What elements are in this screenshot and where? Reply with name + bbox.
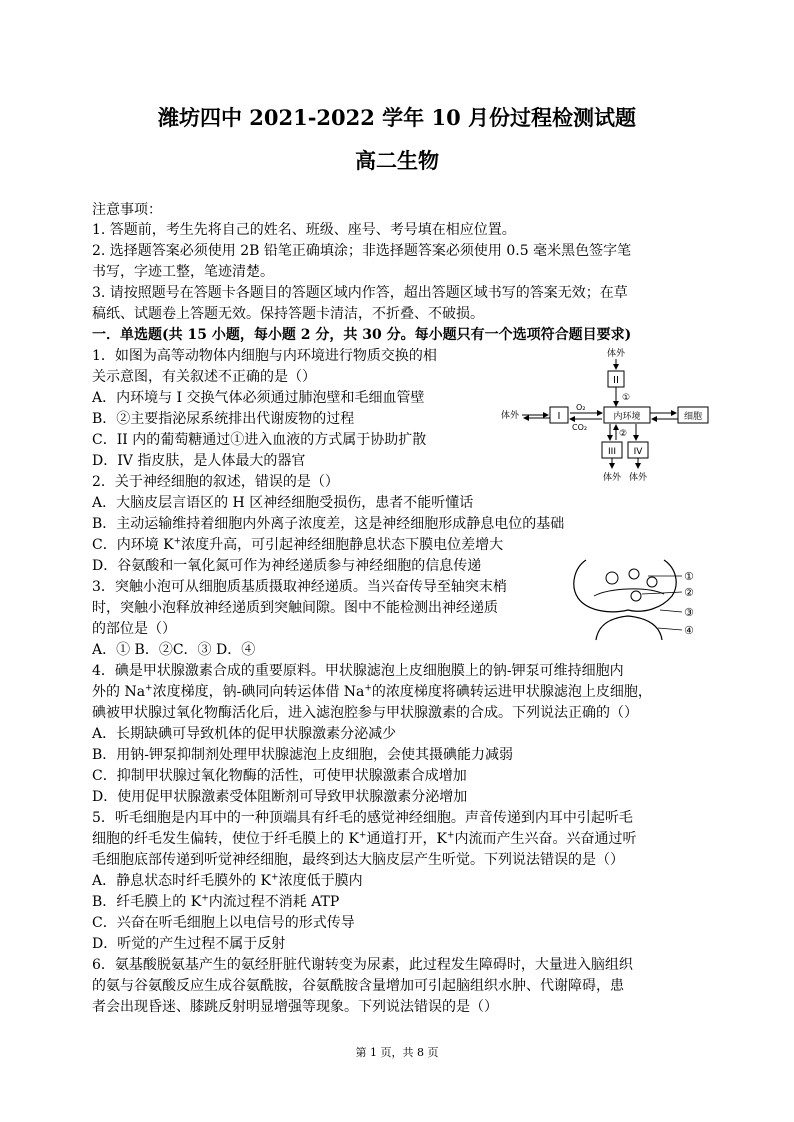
page-footer: 第 1 页，共 8 页 [355, 1046, 439, 1059]
q5-line-3: 毛细胞底部传递到听觉神经细胞，最终到达大脑皮层产生听觉。下列说法错误的是（） [92, 852, 624, 868]
q3-stem-b: 时，突触小泡释放神经递质到突触间隙。图中不能检测出神经递质 [92, 600, 498, 616]
q3-options: A．① B．②C．③ D．④ [92, 642, 256, 658]
q1-outside-top: 体外 [606, 349, 626, 359]
q5-option-a: A．静息状态时纤毛膜外的 K+浓度低于膜内 [92, 872, 363, 889]
q4-line-1: 4．碘是甲状腺激素合成的重要原料。甲状腺滤泡上皮细胞膜上的钠-钾泵可维持细胞内 [92, 663, 624, 679]
q1-label-cell: 细胞 [683, 412, 703, 422]
q3-label-3: ③ [684, 606, 694, 619]
notice-item-2b: 书写，字迹工整，笔迹清楚。 [92, 264, 274, 280]
q4-option-c: C．抑制甲状腺过氧化物酶的活性，可使甲状腺激素合成增加 [92, 768, 467, 784]
q1-circle-1: ① [622, 393, 631, 403]
section-heading: 一．单选题(共 15 小题，每小题 2 分，共 30 分。每小题只有一个选项符合题目要求) [92, 327, 632, 343]
q3-label-1: ① [684, 570, 694, 583]
q1-diagram [498, 344, 728, 486]
q2-option-d: D．谷氨酸和一氧化氮可作为神经递质参与神经细胞的信息传递 [92, 558, 482, 574]
q3-synapse-diagram [568, 556, 708, 642]
q1-outside-left: 体外 [500, 411, 520, 421]
q2-stem: 2．关于神经细胞的叙述，错误的是（） [92, 474, 339, 490]
q6-line-1: 6．氨基酸脱氨基产生的氨经肝脏代谢转变为尿素，此过程发生障碍时，大量进入脑组织 [92, 957, 633, 973]
exam-title: 潍坊四中 2021-2022 学年 10 月份过程检测试题 [157, 105, 637, 130]
q3-stem-c: 的部位是（） [92, 621, 176, 637]
q1-stem-a: 1．如图为高等动物体内细胞与内环境进行物质交换的相 [92, 348, 437, 364]
q4-option-a: A．长期缺碘可导致机体的促甲状腺激素分泌减少 [92, 726, 397, 742]
q1-option-a: A．内环境与 I 交换气体必须通过肺泡壁和毛细血管壁 [92, 390, 425, 406]
exam-subtitle: 高二生物 [355, 148, 439, 173]
q6-line-3: 者会出现昏迷、膝跳反射明显增强等现象。下列说法错误的是（） [92, 999, 498, 1015]
q1-label-iv: IV [633, 447, 643, 457]
notice-heading: 注意事项： [92, 202, 162, 218]
notice-item-2a: 2. 选择题答案必须使用 2B 铅笔正确填涂；非选择题答案必须使用 0.5 毫米黑色签字笔 [92, 243, 632, 259]
q3-stem-a: 3．突触小泡可从细胞质基质摄取神经递质。当兴奋传导至轴突末梢 [92, 579, 507, 595]
q1-option-d: D．IV 指皮肤，是人体最大的器官 [92, 453, 306, 469]
q5-option-c: C．兴奋在听毛细胞上以电信号的形式传导 [92, 915, 355, 931]
q1-option-c: C．II 内的葡萄糖通过①进入血液的方式属于协助扩散 [92, 432, 427, 448]
q3-label-2: ② [684, 586, 694, 599]
q6-line-2: 的氨与谷氨酸反应生成谷氨酰胺，谷氨酰胺含量增加可引起脑组织水肿、代谢障碍，患 [92, 978, 624, 994]
q1-option-b: B．②主要指泌尿系统排出代谢废物的过程 [92, 411, 355, 427]
q1-stem-b: 关示意图，有关叙述不正确的是（） [92, 369, 316, 385]
q1-outside-b1: 体外 [602, 473, 622, 483]
q1-label-env: 内环境 [613, 412, 641, 422]
q3-label-4: ④ [684, 624, 694, 637]
notice-item-3a: 3. 请按照题号在答题卡各题目的答题区域内作答，超出答题区域书写的答案无效；在草 [92, 285, 628, 301]
q4-option-b: B．用钠-钾泵抑制剂处理甲状腺滤泡上皮细胞，会使其摄碘能力减弱 [92, 747, 514, 763]
q1-outside-b2: 体外 [628, 473, 648, 483]
q1-label-ii: II [613, 375, 619, 386]
q5-line-2: 细胞的纤毛发生偏转，使位于纤毛膜上的 K+通道打开，K+内流而产生兴奋。兴奋通过听 [92, 830, 637, 847]
q5-option-b: B．纤毛膜上的 K+内流过程不消耗 ATP [92, 893, 340, 910]
q5-option-d: D．听觉的产生过程不属于反射 [92, 936, 286, 952]
q1-o2-label: O₂ [576, 403, 586, 412]
q2-option-b: B．主动运输维持着细胞内外离子浓度差，这是神经细胞形成静息电位的基础 [92, 516, 565, 532]
q4-line-3: 碘被甲状腺过氧化物酶活化后，进入滤泡腔参与甲状腺激素的合成。下列说法正确的（） [92, 705, 638, 721]
q2-option-a: A．大脑皮层言语区的 H 区神经细胞受损伤，患者不能听懂话 [92, 495, 474, 511]
q4-option-d: D．使用促甲状腺激素受体阻断剂可导致甲状腺激素分泌增加 [92, 789, 468, 805]
q1-circle-2: ② [619, 429, 628, 439]
q4-line-2: 外的 Na+浓度梯度，钠-碘同向转运体借 Na+的浓度梯度将碘转运进甲状腺滤泡上皮细胞， [92, 683, 652, 700]
q5-line-1: 5．听毛细胞是内耳中的一种顶端具有纤毛的感觉神经细胞。声音传递到内耳中引起听毛 [92, 810, 633, 826]
q1-label-i: I [557, 411, 561, 422]
notice-item-1: 1. 答题前，考生先将自己的姓名、班级、座号、考号填在相应位置。 [92, 222, 516, 238]
q1-co2-label: CO₂ [572, 423, 588, 432]
q1-label-iii: III [608, 447, 616, 457]
q2-option-c: C．内环境 K+浓度升高，可引起神经细胞静息状态下膜电位差增大 [92, 536, 504, 553]
notice-item-3b: 稿纸、试题卷上答题无效。保持答题卡清洁，不折叠、不破损。 [92, 306, 484, 322]
